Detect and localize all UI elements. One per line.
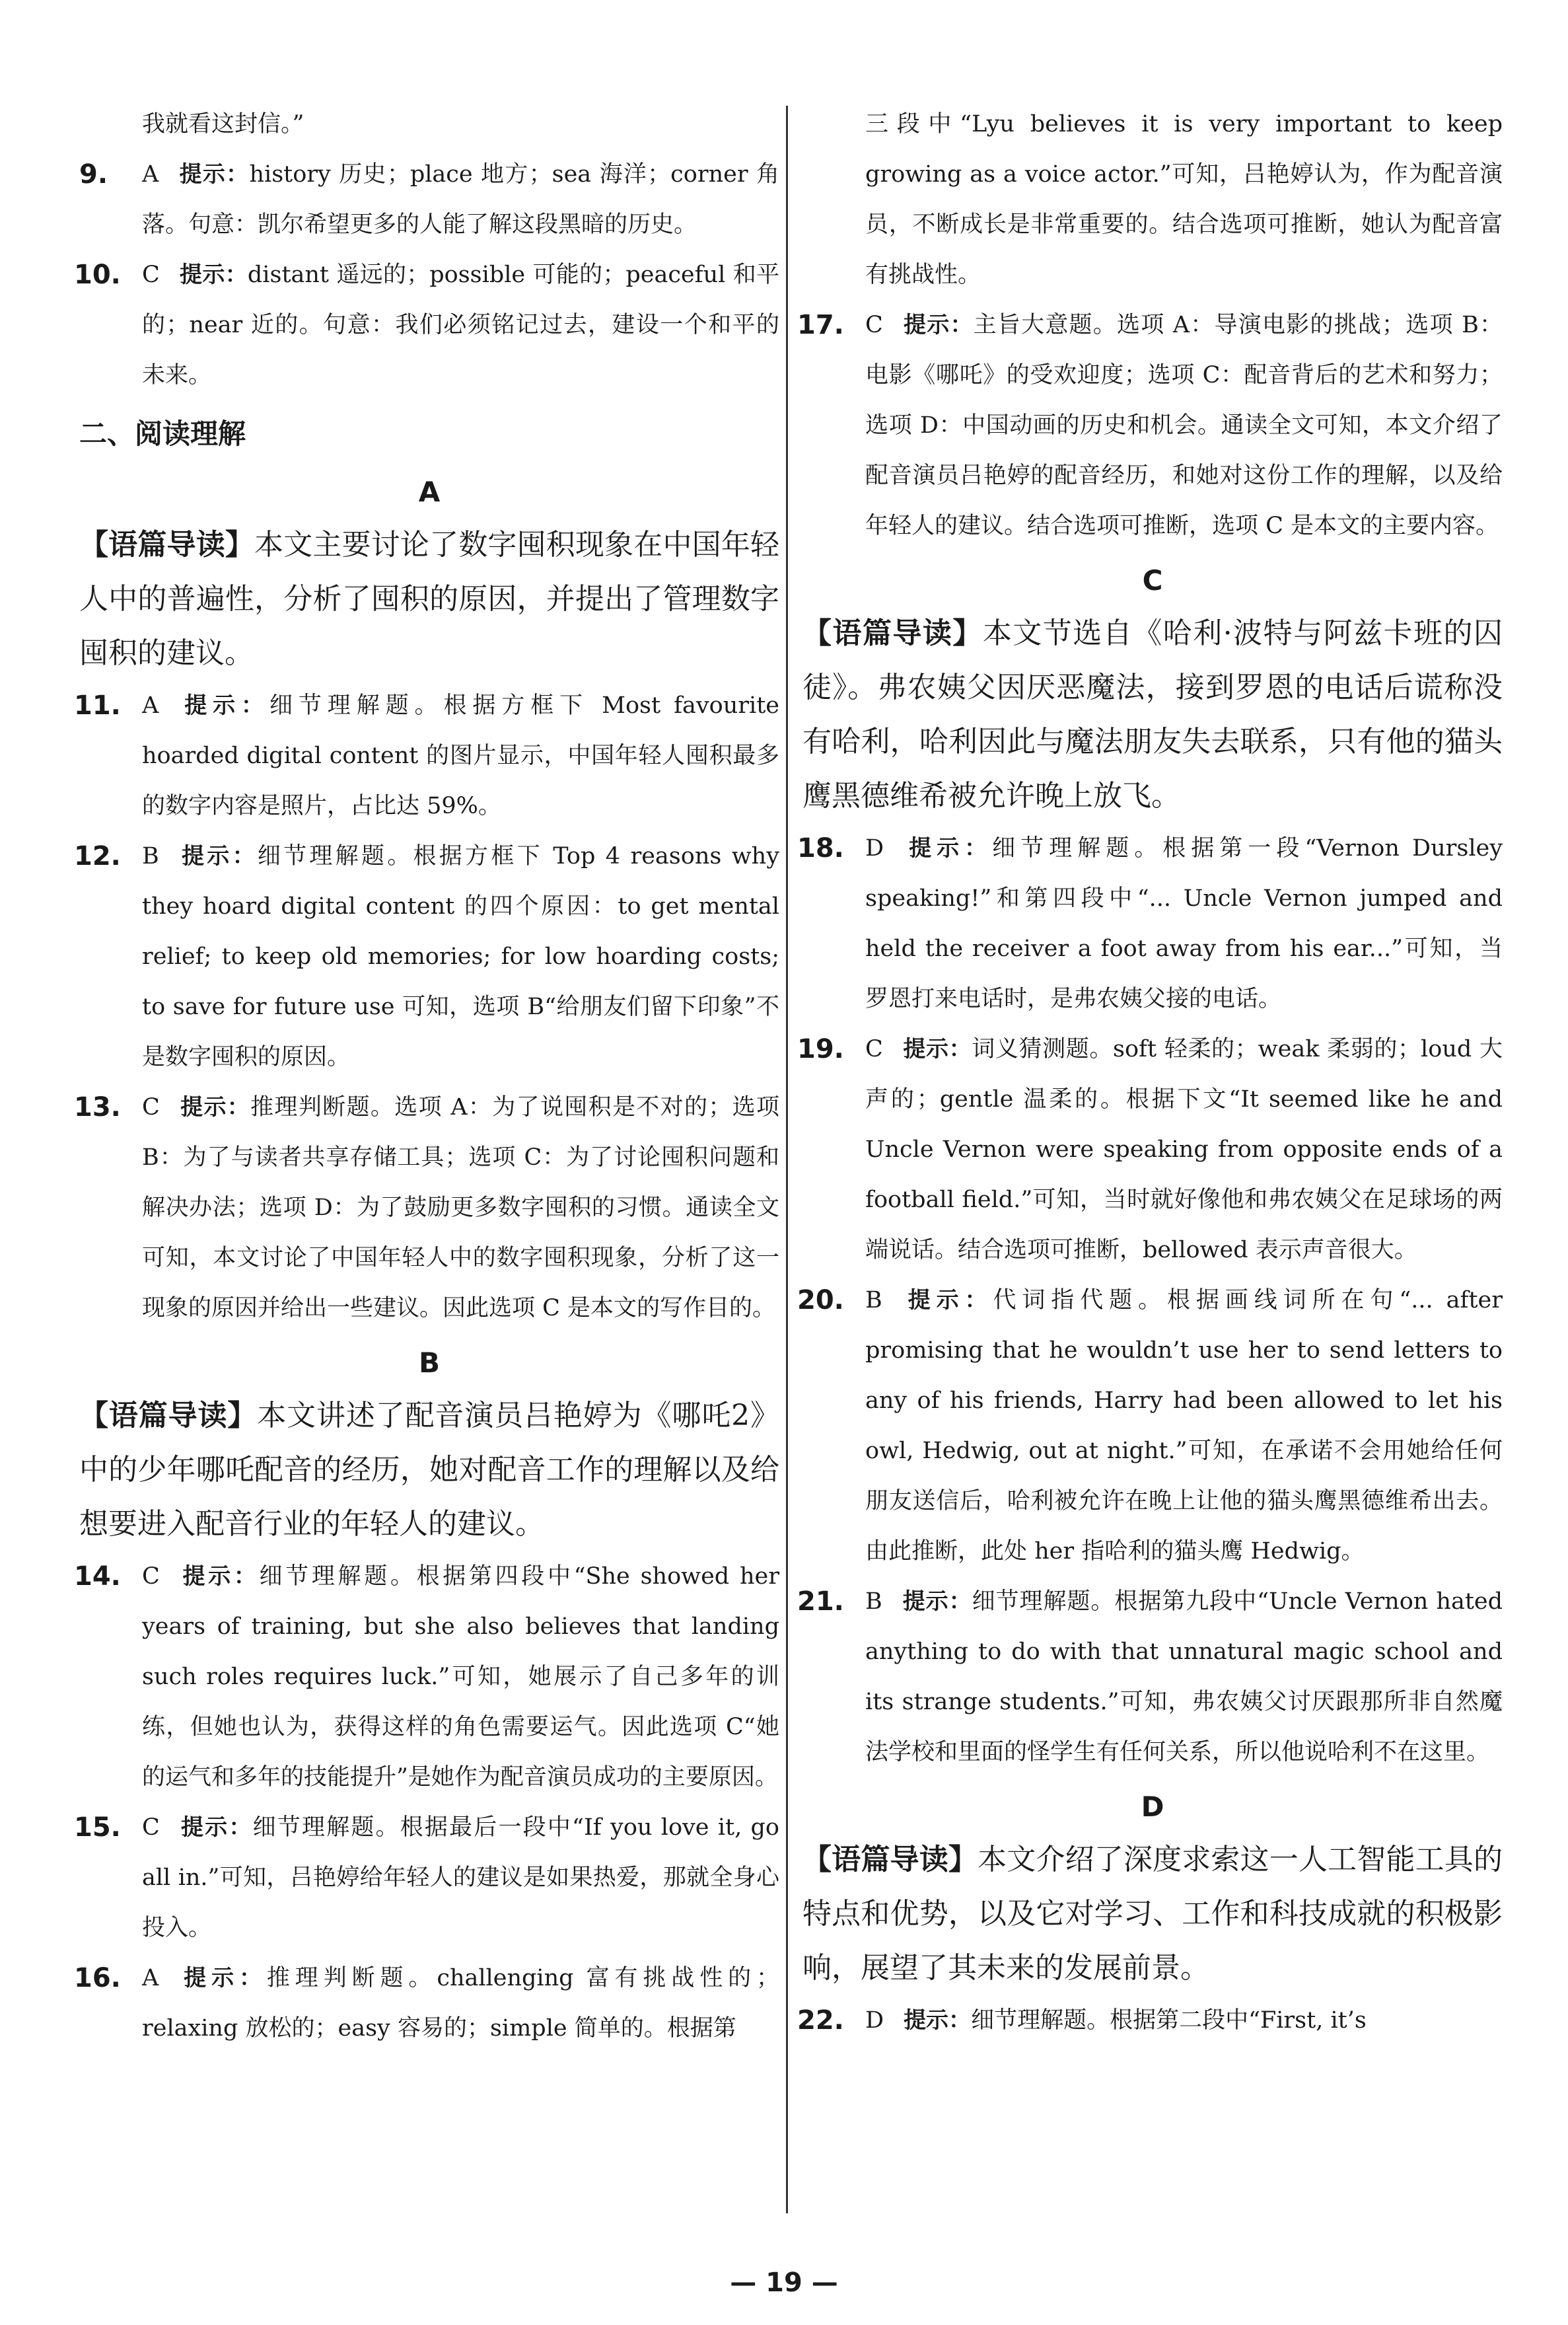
question-number: 18.: [797, 833, 844, 864]
tip-label: 提示：: [179, 262, 248, 288]
explanation: 推理判断题。challenging 富有挑战性的；relaxing 放松的；easy 容易的；simple 简单的。根据第: [142, 1965, 779, 2042]
answer-letter: D: [865, 2007, 884, 2034]
explanation: 代词指代题。根据画线词所在句“... after promising that he wouldn’t use her to send letters to any of his friends, Harry had been allowed to let his owl, Hedwig, out at night.”可知，在承诺不会用她给任何朋友送信后，哈利被允许在晚上让他的猫头鹰黑德维希出去。由此推断，此处 her 指哈利的猫头鹰 Hedwig。: [865, 1287, 1503, 1565]
question-number: 22.: [797, 2005, 844, 2036]
intro-text: 本文主要讨论了数字囤积现象在中国年轻人中的普遍性，分析了囤积的原因，并提出了管理数字囤积的建议。: [79, 528, 780, 670]
question-number: 10.: [74, 260, 121, 290]
answer-item-20: [797, 1275, 1503, 1576]
tip-label: 提示：: [178, 161, 250, 188]
answer-item-22: [797, 1995, 1503, 2046]
explanation: 推理判断题。选项 A：为了说囤积是不对的；选项 B：为了与读者共享存储工具；选项 C：为了讨论囤积问题和解决办法；选项 D：为了鼓励更多数字囤积的习惯。通读全文可知，本文讨论了中国年轻人中的数字囤积现象，分析了这一现象的原因并给出一些建议。因此选项 C 是本文的写作目的。: [142, 1094, 780, 1321]
explanation: 细节理解题。根据最后一段中“If you love it, go all in.”可知，吕艳婷给年轻人的建议是如果热爱，那就全身心投入。: [142, 1814, 780, 1941]
answer-item-11: [74, 681, 780, 831]
tip-label: 提示：: [902, 1287, 993, 1313]
answer-letter: A: [142, 1965, 159, 1991]
part-heading-d: D: [1141, 1790, 1164, 1823]
answer-letter: C: [142, 1563, 160, 1590]
right-column: [797, 99, 1503, 2046]
answer-letter: C: [142, 1814, 160, 1841]
explanation: 细节理解题。根据方框下 Top 4 reasons why they hoard digital content 的四个原因：to get mental relief; to keep old memories; for low hoarding costs; to save for future use 可知，选项 B“给朋友们留下印象”不是数字囤积的原因。: [142, 843, 779, 1070]
question-number: 17.: [797, 310, 844, 340]
passage-intro-d: [802, 1833, 1503, 1995]
tip-label: 提示：: [904, 2007, 972, 2034]
continued-text: 三段中“Lyu believes it is very important to keep growing as a voice actor.”可知，吕艳婷认为，作为配音演员，不断成长是非常重要的。结合选项可推断，她认为配音富有挑战性。: [865, 111, 1503, 288]
intro-text: 本文讲述了配音演员吕艳婷为《哪吒2》中的少年哪吒配音的经历，她对配音工作的理解以及给想要进入配音行业的年轻人的建议。: [79, 1399, 779, 1541]
explanation: 细节理解题。根据方框下 Most favourite hoarded digital content 的图片显示，中国年轻人囤积最多的数字内容是照片，占比达 59%。: [142, 692, 780, 819]
tip-label: 提示：: [179, 1563, 260, 1590]
question-number: 11.: [74, 690, 121, 721]
passage-intro-a: [79, 518, 779, 681]
answer-item-10: [74, 250, 780, 400]
answer-item-21: [797, 1576, 1503, 1777]
continued-text: 我就看这封信。”: [142, 111, 304, 137]
answer-item-13: [74, 1082, 780, 1333]
explanation: distant 遥远的；possible 可能的；peaceful 和平的；near 近的。句意：我们必须铭记过去，建设一个和平的未来。: [142, 262, 780, 388]
explanation: history 历史；place 地方；sea 海洋；corner 角落。句意：凯尔希望更多的人能了解这段黑暗的历史。: [142, 161, 779, 238]
question-number: 12.: [74, 841, 121, 871]
tip-label: 提示：: [902, 1588, 972, 1615]
passage-intro-b: [79, 1389, 779, 1551]
explanation: 细节理解题。根据第九段中“Uncle Vernon hated anything to do with that unnatural magic school and its strange students.”可知，弗农姨父讨厌跟那所非自然魔法学校和里面的怪学生有任何关系，所以他说哈利不在这里。: [865, 1588, 1503, 1765]
answer-letter: B: [865, 1287, 882, 1313]
tip-label: 提示：: [902, 312, 974, 338]
question-number: 16.: [74, 1963, 121, 1993]
question-number: 19.: [797, 1034, 844, 1064]
explanation: 词义猜测题。soft 轻柔的；weak 柔弱的；loud 大声的；gentle 温柔的。根据下文“It seemed like he and Uncle Vernon were speaking from opposite ends of a football field.”可知，当时就好像他和弗农姨父在足球场的两端说话。结合选项可推断，bellowed 表示声音很大。: [865, 1036, 1503, 1263]
answer-letter: B: [865, 1588, 882, 1615]
tip-label: 提示：: [178, 1965, 267, 1991]
question-number: 13.: [74, 1092, 121, 1123]
answer-item-19: [797, 1024, 1503, 1275]
tip-label: 提示：: [904, 835, 993, 862]
intro-label: 【语篇导读】: [802, 616, 983, 650]
answer-letter: C: [142, 1094, 160, 1121]
intro-label: 【语篇导读】: [79, 1399, 258, 1432]
answer-letter: A: [142, 161, 159, 188]
intro-label: 【语篇导读】: [79, 528, 255, 562]
section-heading: 二、阅读理解: [79, 418, 246, 450]
tip-label: 提示：: [179, 1094, 251, 1121]
column-divider: [786, 106, 788, 2213]
explanation: 主旨大意题。选项 A：导演电影的挑战；选项 B：电影《哪吒》的受欢迎度；选项 C：配音背后的艺术和努力；选项 D：中国动画的历史和机会。通读全文可知，本文介绍了配音演员吕艳婷的配音经历，和她对这份工作的理解，以及给年轻人的建议。结合选项可推断，选项 C 是本文的主要内容。: [865, 312, 1503, 539]
explanation: 细节理解题。根据第一段“Vernon Dursley speaking!”和第四段中“... Uncle Vernon jumped and held the receiver a foot away from his ear...”可知，当罗恩打来电话时，是弗农姨父接的电话。: [865, 835, 1503, 1012]
left-column: [74, 99, 780, 2053]
tip-label: 提示：: [178, 843, 258, 869]
answer-item-9: [79, 149, 779, 250]
answer-letter: C: [865, 1036, 883, 1062]
answer-item-15: [74, 1802, 780, 1953]
answer-item-17: [797, 300, 1503, 551]
tip-label: 提示：: [179, 1814, 253, 1841]
question-number: 21.: [797, 1586, 844, 1617]
passage-intro-c: [802, 607, 1503, 823]
explanation: 细节理解题。根据第二段中“First, it’s: [971, 2007, 1367, 2034]
answer-item-12: [74, 831, 779, 1082]
answer-letter: C: [865, 312, 883, 338]
question-number: 20.: [797, 1285, 844, 1315]
question-number: 15.: [74, 1812, 121, 1843]
part-heading-a: A: [418, 476, 441, 508]
intro-text: 本文介绍了深度求索这一人工智能工具的特点和优势，以及它对学习、工作和科技成就的积极影响，展望了其未来的发展前景。: [802, 1843, 1503, 1985]
part-heading-c: C: [1142, 564, 1163, 597]
intro-text: 本文节选自《哈利·波特与阿兹卡班的囚徒》。弗农姨父因厌恶魔法，接到罗恩的电话后谎称没有哈利，哈利因此与魔法朋友失去联系，只有他的猫头鹰黑德维希被允许晚上放飞。: [802, 616, 1503, 813]
explanation: 细节理解题。根据第四段中“She showed her years of training, but she also believes that landing such roles requires luck.”可知，她展示了自己多年的训练，但她也认为，获得这样的角色需要运气。因此选项 C“她的运气和多年的技能提升”是她作为配音演员成功的主要原因。: [142, 1563, 780, 1790]
question-number: 14.: [74, 1561, 121, 1592]
answer-letter: D: [865, 835, 884, 862]
part-heading-b: B: [418, 1347, 440, 1379]
answer-letter: A: [142, 692, 159, 719]
answer-item-14: [74, 1551, 780, 1802]
answer-letter: B: [142, 843, 159, 869]
tip-label: 提示：: [902, 1036, 972, 1062]
intro-label: 【语篇导读】: [802, 1843, 978, 1876]
answer-item-18: [797, 823, 1503, 1024]
tip-label: 提示：: [178, 692, 269, 719]
page-number: — 19 —: [730, 2268, 838, 2298]
answer-item-16: [74, 1953, 779, 2053]
answer-letter: C: [142, 262, 160, 288]
question-number: 9.: [79, 159, 108, 190]
